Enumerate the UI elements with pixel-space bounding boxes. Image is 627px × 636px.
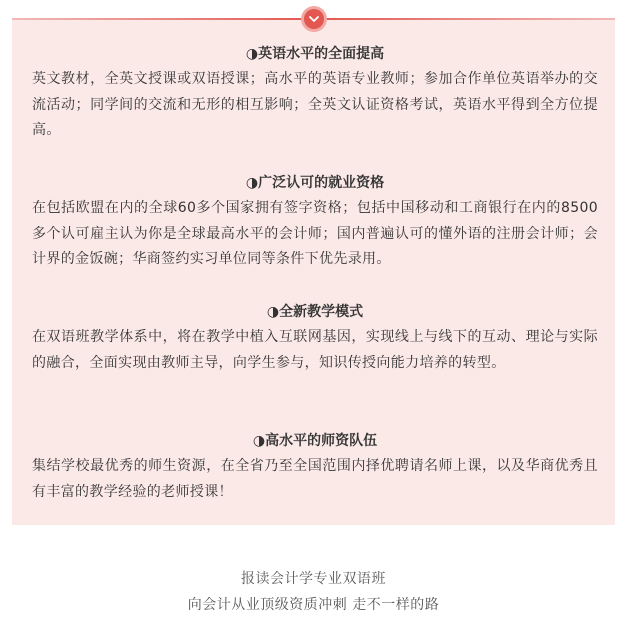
section-title-text: 英语水平的全面提高 [258,46,385,62]
half-circle-icon: ◑ [245,46,259,62]
section-title-text: 全新教学模式 [279,304,364,320]
footer-line-1: 报读会计学专业双语班 [241,571,386,587]
badge [301,6,327,32]
half-circle-icon: ◑ [252,433,266,449]
section-title [32,42,598,66]
half-circle-icon: ◑ [266,304,280,320]
half-circle-icon: ◑ [245,175,259,191]
badge-inner [304,9,324,29]
section-english [32,42,598,144]
section-title-text: 广泛认可的就业资格 [258,175,385,191]
section-title [32,429,598,453]
footer [0,566,627,618]
section-title-text: 高水平的师资队伍 [265,433,378,449]
section-faculty [32,429,598,505]
footer-line-2: 向会计从业顶级资质冲刺 走不一样的路 [187,597,440,613]
section-body: 集结学校最优秀的师生资源，在全省乃至全国范围内择优聘请名师上课，以及华商优秀且有丰富的教学经验的老师授课！ [32,458,598,500]
section-title [32,171,598,195]
section-body: 在双语班教学体系中，将在教学中植入互联网基因，实现线上与线下的互动、理论与实际的融合，全面实现由教师主导，向学生参与，知识传授向能力培养的转型。 [32,329,598,371]
info-card [12,20,615,525]
chevron-down-icon [308,13,320,25]
section-title [32,300,598,324]
section-teaching-mode [32,300,598,376]
section-body: 在包括欧盟在内的全球60多个国家拥有签字资格；包括中国移动和工商银行在内的8500多个认可雇主认为你是全球最高水平的会计师；国内普遍认可的懂外语的注册会计师；会计界的金饭碗；华商签约实习单位同等条件下优先录用。 [32,200,598,267]
section-employment [32,171,598,273]
section-body: 英文教材，全英文授课或双语授课；高水平的英语专业教师；参加合作单位英语举办的交流活动；同学间的交流和无形的相互影响；全英文认证资格考试，英语水平得到全方位提高。 [32,71,598,138]
